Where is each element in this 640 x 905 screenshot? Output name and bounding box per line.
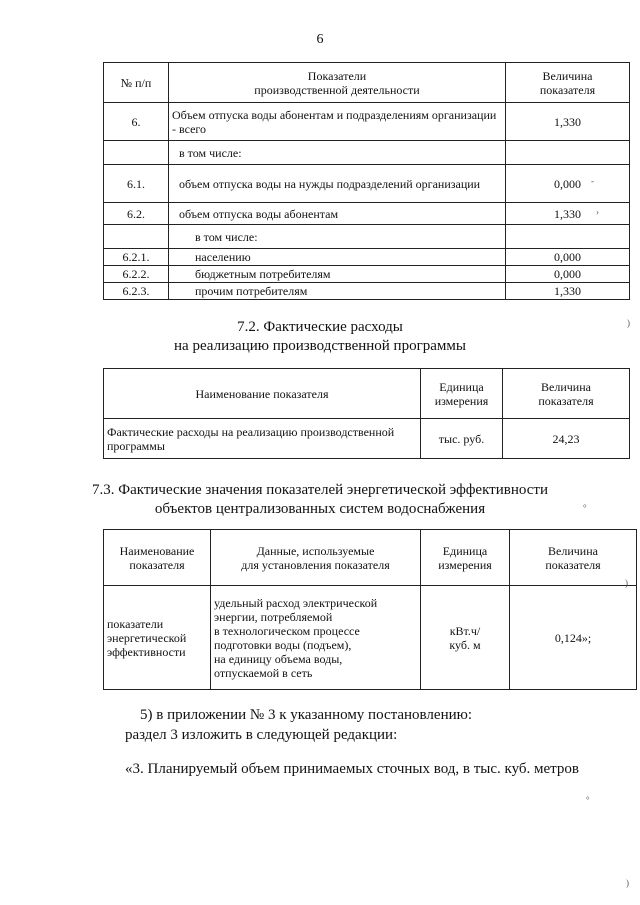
scan-speck: - xyxy=(591,176,594,186)
table-row xyxy=(104,266,630,283)
row-data: удельный расход электрической энергии, потребляемой в технологическом процессе подготовки воды (подъем), на единицу объема воды, отпускаемой в сеть xyxy=(211,586,421,690)
table-row xyxy=(104,225,630,249)
section-7-3-title: 7.3. Фактические значения показателей энергетической эффективности объектов централизованных систем водоснабжения xyxy=(92,482,548,517)
row-value: 1,330 xyxy=(506,103,630,141)
table-row xyxy=(104,586,637,690)
row-text: в том числе: xyxy=(169,141,506,165)
row-num xyxy=(104,141,169,165)
table-header-row xyxy=(104,530,637,586)
row-num: 6.2.2. xyxy=(104,266,169,283)
table-row xyxy=(104,141,630,165)
row-value: 0,124»; xyxy=(510,586,637,690)
row-unit: тыс. руб. xyxy=(421,419,503,459)
row-num: 6. xyxy=(104,103,169,141)
row-text: населению xyxy=(169,249,506,266)
row-num: 6.2.3. xyxy=(104,283,169,300)
row-text: бюджетным потребителям xyxy=(169,266,506,283)
row-text: прочим потребителям xyxy=(169,283,506,300)
header-unit: Единица измерения xyxy=(421,530,510,586)
energy-efficiency-table xyxy=(103,529,637,690)
row-num: 6.2. xyxy=(104,203,169,225)
paragraph-5-line-2: раздел 3 изложить в следующей редакции: xyxy=(125,727,398,743)
table-row xyxy=(104,419,630,459)
row-unit: кВт.ч/ куб. м xyxy=(421,586,510,690)
row-text: в том числе: xyxy=(169,225,506,249)
row-num xyxy=(104,225,169,249)
section-7-2-title: 7.2. Фактические расходы на реализацию производственной программы xyxy=(174,319,466,354)
row-value: 1,330 xyxy=(506,203,630,225)
table-row xyxy=(104,203,630,225)
header-name: Наименование показателя xyxy=(104,530,211,586)
scan-speck: ) xyxy=(627,318,630,328)
row-text: Объем отпуска воды абонентам и подразделениям организации - всего xyxy=(169,103,506,141)
header-data: Данные, используемые для установления показателя xyxy=(211,530,421,586)
table-header-row xyxy=(104,369,630,419)
header-value: Величина показателя xyxy=(503,369,630,419)
row-value: 0,000 xyxy=(506,249,630,266)
header-num: № п/п xyxy=(104,63,169,103)
table-header-row xyxy=(104,63,630,103)
header-unit: Единица измерения xyxy=(421,369,503,419)
page-number: 6 xyxy=(316,32,324,47)
paragraph-section-3: «3. Планируемый объем принимаемых сточных вод, в тыс. куб. метров xyxy=(125,761,579,777)
row-value: 0,000 xyxy=(506,266,630,283)
row-num: 6.2.1. xyxy=(104,249,169,266)
scan-speck: ° xyxy=(586,795,590,805)
header-value: Величина показателя xyxy=(506,63,630,103)
scan-speck: › xyxy=(596,207,599,217)
scan-speck: ) xyxy=(625,578,628,588)
table-row xyxy=(104,249,630,266)
row-value: 0,000 xyxy=(506,165,630,203)
row-value: 24,23 xyxy=(503,419,630,459)
header-name: Наименование показателя xyxy=(104,369,421,419)
table-row xyxy=(104,283,630,300)
row-value xyxy=(506,225,630,249)
scan-speck: ° xyxy=(583,503,587,513)
row-name: показатели энергетической эффективности xyxy=(104,586,211,690)
row-value: 1,330 xyxy=(506,283,630,300)
row-text: объем отпуска воды абонентам xyxy=(169,203,506,225)
row-num: 6.1. xyxy=(104,165,169,203)
row-text: объем отпуска воды на нужды подразделений организации xyxy=(169,165,506,203)
row-value xyxy=(506,141,630,165)
table-row xyxy=(104,165,630,203)
header-value: Величина показателя xyxy=(510,530,637,586)
production-indicators-table xyxy=(103,62,630,300)
row-name: Фактические расходы на реализацию производственной программы xyxy=(104,419,421,459)
scan-speck: ) xyxy=(626,878,629,888)
header-indicator: Показатели производственной деятельности xyxy=(169,63,506,103)
paragraph-5-line-1: 5) в приложении № 3 к указанному постановлению: xyxy=(140,707,472,723)
table-row xyxy=(104,103,630,141)
actual-expenses-table xyxy=(103,368,630,459)
